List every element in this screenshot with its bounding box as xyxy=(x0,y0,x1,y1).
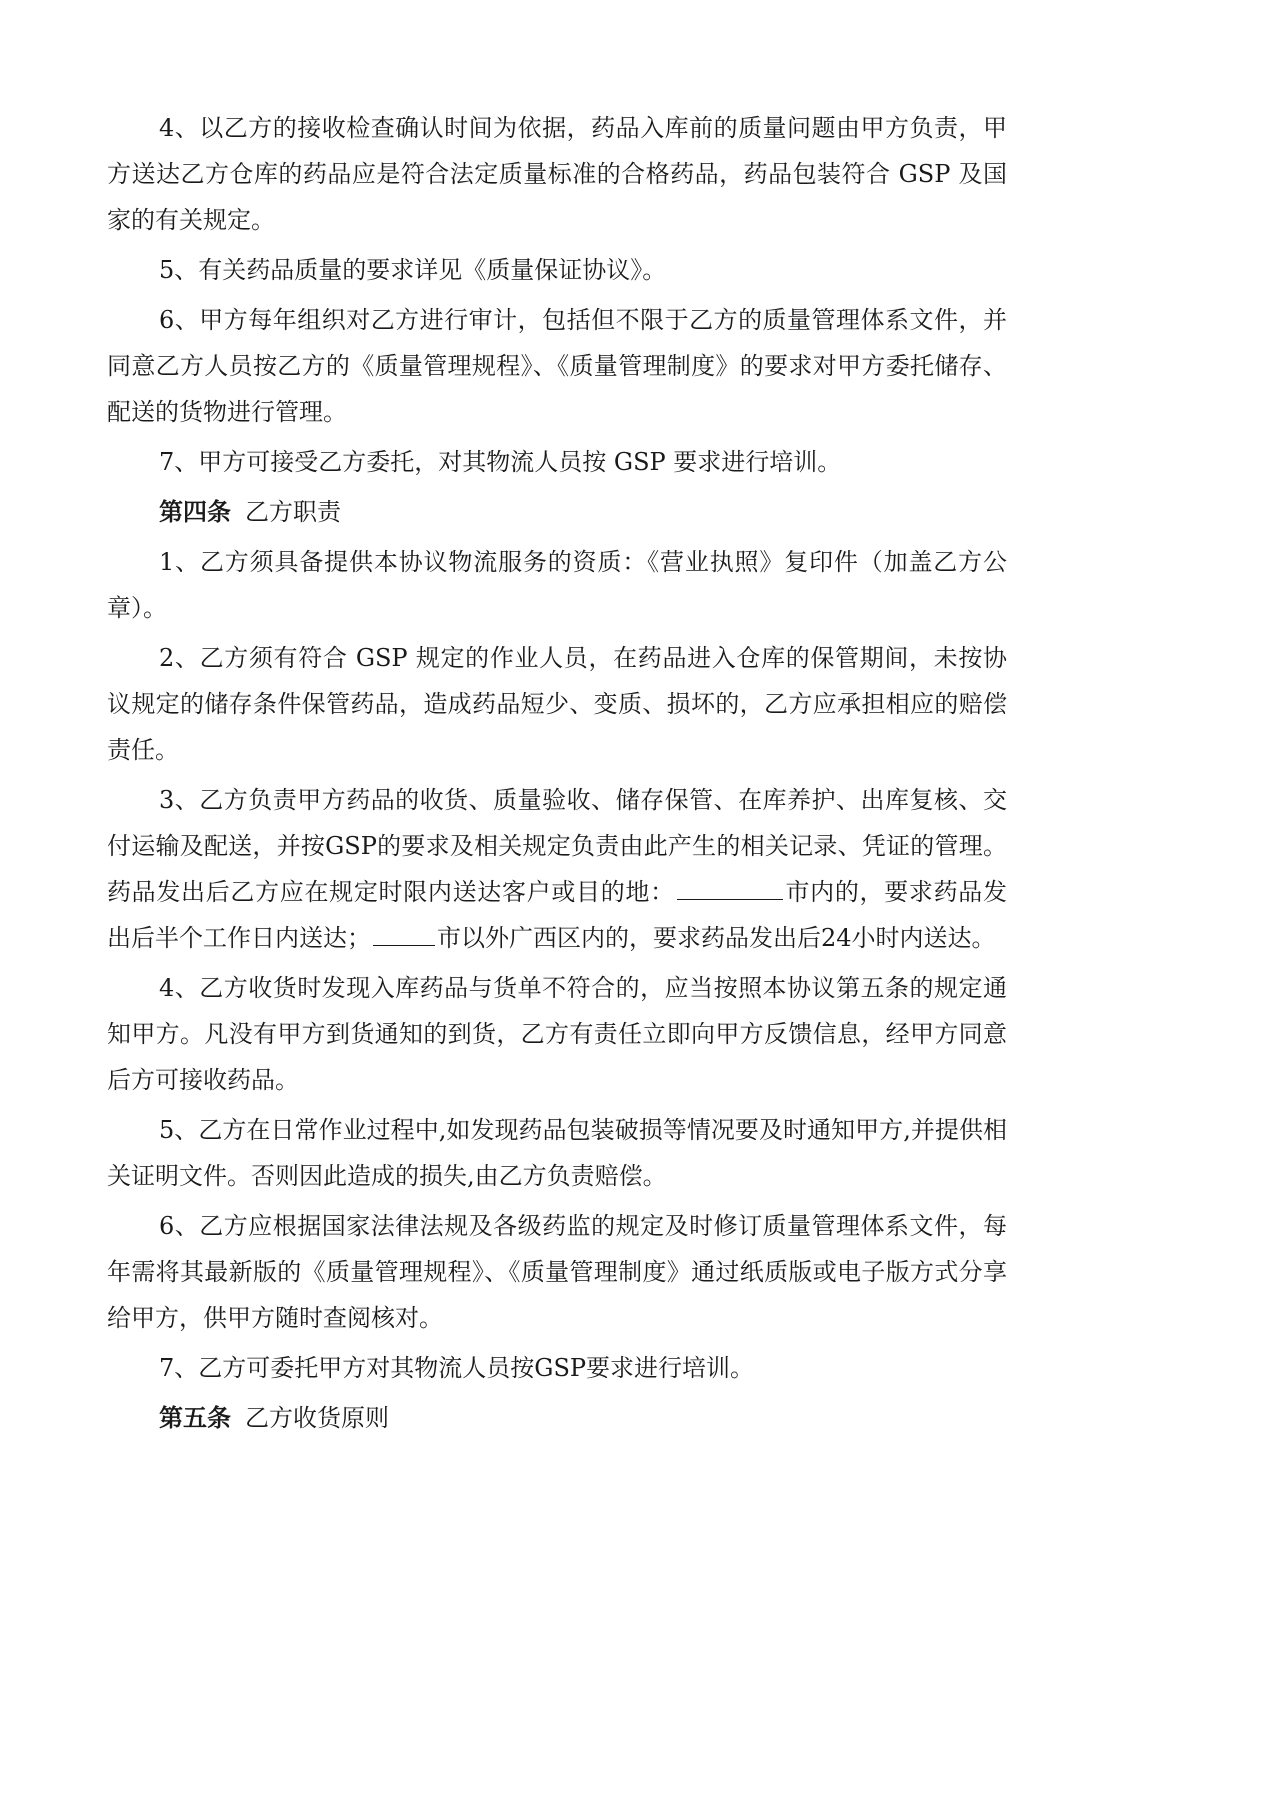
article-5-number: 第五条 xyxy=(159,1403,231,1432)
paragraph-item-5: 5、有关药品质量的要求详见《质量保证协议》。 xyxy=(159,256,667,284)
article-4-heading xyxy=(107,489,1007,535)
paragraph-item-6: 6、甲方每年组织对乙方进行审计，包括但不限于乙方的质量管理体系文件，并同意乙方人员按乙方的《质量管理规程》、《质量管理制度》的要求对甲方委托储存、配送的货物进行管理。 xyxy=(107,306,1007,426)
article-4-item-3-text-c: 市以外广西区内的，要求药品发出后24小时内送达。 xyxy=(437,924,996,952)
article-4-item-6: 6、乙方应根据国家法律法规及各级药监的规定及时修订质量管理体系文件，每年需将其最新版的《质量管理规程》、《质量管理制度》通过纸质版或电子版方式分享给甲方，供甲方随时查阅核对。 xyxy=(107,1212,1007,1332)
region-blank-field[interactable] xyxy=(373,915,435,946)
paragraph-item-7: 7、甲方可接受乙方委托，对其物流人员按 GSP 要求进行培训。 xyxy=(159,448,842,476)
article-4-title: 乙方职责 xyxy=(245,498,341,526)
article-4-item-4: 4、乙方收货时发现入库药品与货单不符合的，应当按照本协议第五条的规定通知甲方。凡没有甲方到货通知的到货，乙方有责任立即向甲方反馈信息，经甲方同意后方可接收药品。 xyxy=(107,974,1007,1094)
article-4-item-3-text-a: 3、乙方负责甲方药品的收货、质量验收、储存保管、在库养护、出库复核、交付运输及配送，并按GSP的要求及相关规定负责由此产生的相关记录、凭证的管理。药品发出后乙方应在规定时限内送达客户或目的地： xyxy=(107,786,1007,906)
article-4-item-3-text-b: 市内的，要求药品发出后半个工作日内送达； xyxy=(107,878,1007,952)
article-5-title: 乙方收货原则 xyxy=(245,1404,389,1432)
document-body xyxy=(107,105,1007,1445)
article-4-number: 第四条 xyxy=(159,497,231,526)
article-4-item-1: 1、乙方须具备提供本协议物流服务的资质：《营业执照》复印件（加盖乙方公章）。 xyxy=(107,548,1007,622)
city-blank-field[interactable] xyxy=(677,869,783,900)
paragraph-item-4: 4、以乙方的接收检查确认时间为依据，药品入库前的质量问题由甲方负责，甲方送达乙方仓库的药品应是符合法定质量标准的合格药品，药品包装符合 GSP 及国家的有关规定。 xyxy=(107,114,1007,234)
article-4-item-7: 7、乙方可委托甲方对其物流人员按GSP要求进行培训。 xyxy=(159,1354,755,1382)
article-4-item-5: 5、乙方在日常作业过程中,如发现药品包装破损等情况要及时通知甲方,并提供相关证明文件。否则因此造成的损失,由乙方负责赔偿。 xyxy=(107,1116,1007,1190)
article-4-item-3 xyxy=(107,777,1007,961)
article-4-item-2: 2、乙方须有符合 GSP 规定的作业人员，在药品进入仓库的保管期间，未按协议规定的储存条件保管药品，造成药品短少、变质、损坏的，乙方应承担相应的赔偿责任。 xyxy=(107,644,1007,764)
article-5-heading xyxy=(107,1395,1007,1441)
